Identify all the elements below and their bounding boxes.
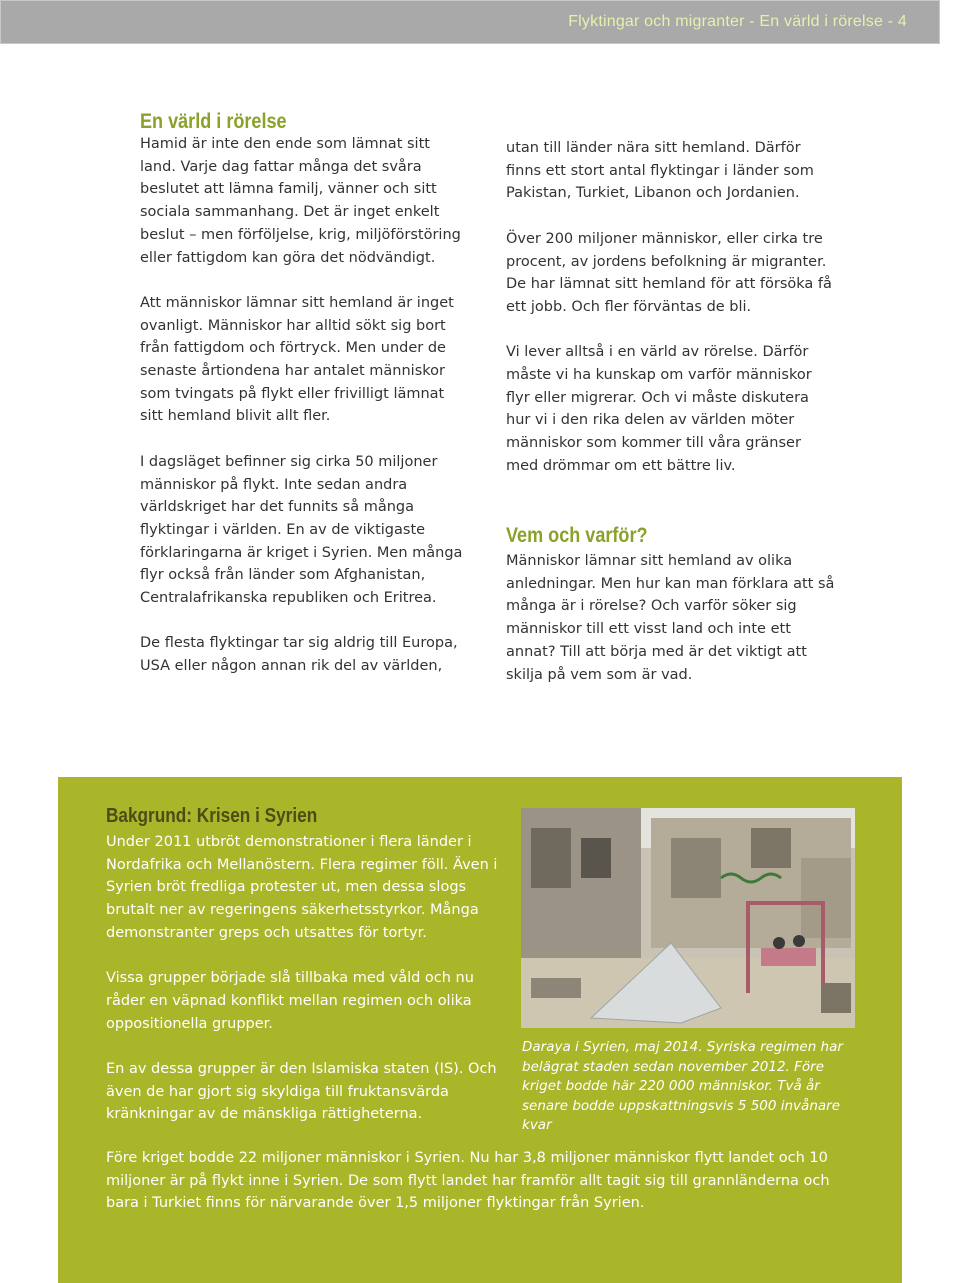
left-paragraph-2: Att människor lämnar sitt hemland är inget ovanligt. Människor har alltid sökt sig bort från fattigdom och förtryck. Men under de senaste årtiondena har antalet människor som tvingats på flykt eller frivilligt lämnat sitt hemland blivit allt fler.	[140, 294, 454, 425]
photo-caption: Daraya i Syrien, maj 2014. Syriska regimen har belägrat staden sedan november 2012. Före kriget bodde här 220 000 människor. Två år senare bodde uppskattningsvis 5 500 invånare kvar	[522, 1039, 843, 1133]
photo-daraya-illustration	[521, 808, 855, 1028]
box-paragraph-3: En av dessa grupper är den Islamiska staten (IS). Och även de har gjort sig skyldiga till fruktansvärda kränkningar av de mänskliga rättigheterna.	[106, 1061, 497, 1123]
right-column	[506, 137, 836, 488]
right-paragraph-1: utan till länder nära sitt hemland. Därför finns ett stort antal flyktingar i länder som Pakistan, Turkiet, Libanon och Jordanien.	[506, 140, 814, 202]
box-text-bottom	[106, 1147, 846, 1238]
box-paragraph-4: Före kriget bodde 22 miljoner människor i Syrien. Nu har 3,8 miljoner människor flytt landet och 10 miljoner är på flykt inne i Syrien. De som flytt landet har framför allt tagit sig till grannländerna och bara i Turkiet finns för närvarande över 1,5 miljoner flyktingar från Syrien.	[106, 1150, 830, 1212]
right-paragraph-2: Över 200 miljoner människor, eller cirka tre procent, av jordens befolkning är migranter. De har lämnat sitt hemland för att försöka få ett jobb. Och fler förväntas de bli.	[506, 230, 832, 315]
box-paragraph-2: Vissa grupper började slå tillbaka med våld och nu råder en väpnad konflikt mellan regimen och olika oppositionella grupper.	[106, 970, 474, 1032]
box-paragraph-1: Under 2011 utbröt demonstrationer i flera länder i Nordafrika och Mellanöstern. Flera regimer föll. Även i Syrien bröt fredliga protester ut, men dessa slogs brutalt ner av regeringens säkerhetsstyrkor. Många demonstranter greps och utsattes för tortyr.	[106, 834, 498, 941]
page-header-title: Flyktingar och migranter - En värld i rörelse - 4	[568, 13, 907, 30]
left-paragraph-1: Hamid är inte den ende som lämnat sitt land. Varje dag fattar många det svåra beslutet att lämna familj, vänner och sitt sociala sammanhang. Det är inget enkelt beslut – men förföljelse, krig, miljöförstöring eller fattigdom kan göra det nödvändigt.	[140, 136, 461, 266]
right-paragraph-4: Människor lämnar sitt hemland av olika anledningar. Men hur kan man förklara att så många är i rörelse? Och varför söker sig människor till ett visst land och inte ett annat? Till att börja med är det viktigt att skilja på vem som är vad.	[506, 553, 835, 683]
header-bar	[0, 0, 940, 44]
left-paragraph-3: I dagsläget befinner sig cirka 50 miljoner människor på flykt. Inte sedan andra världskriget har det funnits så många flyktingar i världen. En av de viktigaste förklaringarna är kriget i Syrien. Men många flyr också från länder som Afghanistan, Centralafrikanska republiken och Eritrea.	[140, 453, 463, 607]
section-heading-world-in-motion: En värld i rörelse	[140, 110, 287, 133]
box-text-column	[106, 831, 498, 1149]
box-heading: Bakgrund: Krisen i Syrien	[106, 805, 318, 827]
right-column-lower	[506, 550, 836, 709]
left-paragraph-4: De flesta flyktingar tar sig aldrig till Europa, USA eller någon annan rik del av världen,	[140, 635, 458, 675]
right-paragraph-3: Vi lever alltså i en värld av rörelse. Därför måste vi ha kunskap om varför människor flyr eller migrerar. Och vi måste diskutera hur vi i den rika delen av världen möter människor som kommer till våra gränser med drömmar om ett bättre liv.	[506, 344, 812, 474]
section-heading-who-and-why: Vem och varför?	[506, 524, 648, 547]
photo-daraya	[521, 808, 855, 1028]
left-column	[140, 133, 470, 701]
